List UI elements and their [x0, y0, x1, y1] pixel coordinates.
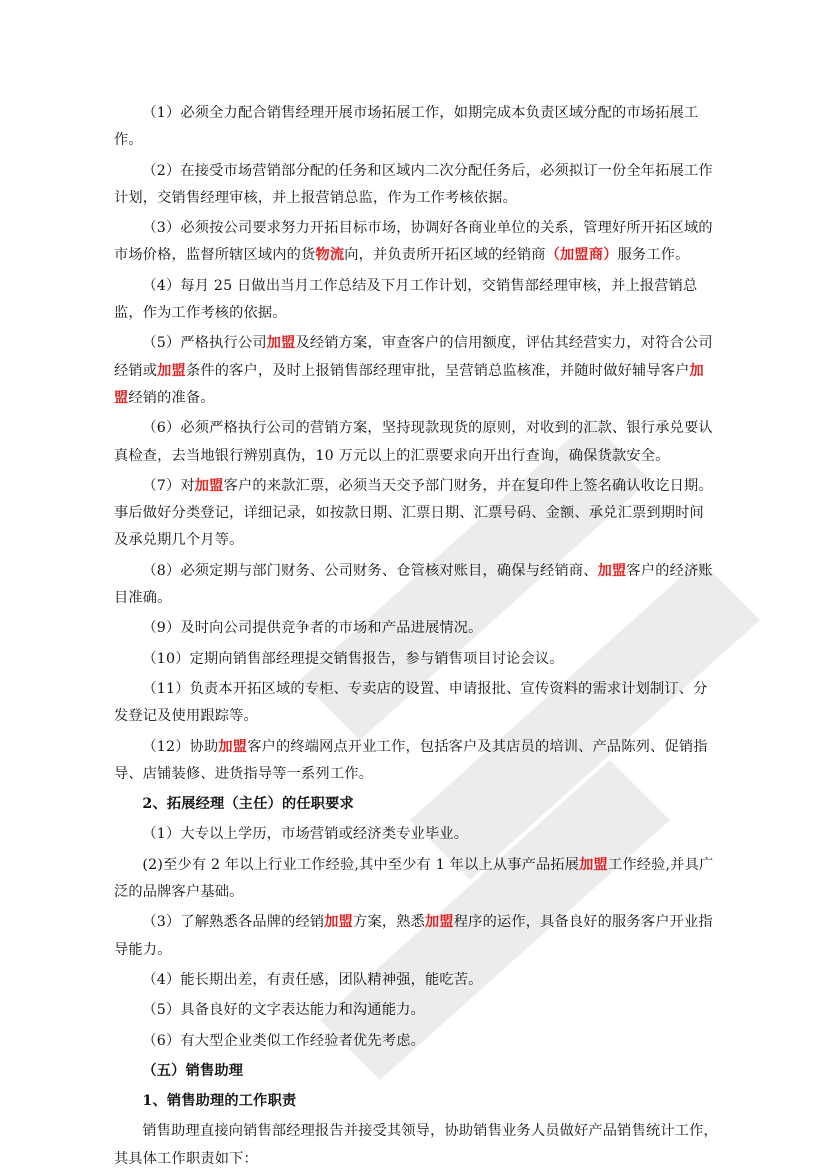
highlight-keyword: 加盟 — [218, 738, 248, 755]
paragraph-duty-8: （8）必须定期与部门财务、公司财务、仓管核对账目，确保与经销商、加盟客户的经济账目准确。 — [114, 562, 713, 607]
highlight-keyword: 加盟 — [266, 335, 296, 352]
highlight-keyword: 加盟 — [324, 914, 354, 931]
paragraph-assistant-intro: 销售助理直接向销售部经理报告并接受其领导，协助销售业务人员做好产品销售统计工作，其具体工作职责如下： — [114, 1123, 718, 1167]
highlight-keyword: 加盟 — [194, 477, 224, 494]
highlight-keyword: 加盟 — [425, 914, 454, 931]
paragraph-requirement-5: （5）具备良好的文字表达能力和沟通能力。 — [142, 1002, 425, 1019]
paragraph-duty-6: （6）必须严格执行公司的营销方案，坚持现款现货的原则，对收到的汇款、银行承兑要认真检查，去当地银行辨别真伪，10 万元以上的汇票要求向开出行查询，确保货款安全。 — [114, 420, 713, 464]
paragraph-requirement-6: （6）有大型企业类似工作经验者优先考虑。 — [142, 1032, 425, 1049]
highlight-keyword: 加盟 — [597, 562, 627, 579]
highlight-keyword: （加盟商） — [545, 247, 618, 264]
section-heading-assistant-duties: 1、销售助理的工作职责 — [142, 1093, 297, 1110]
paragraph-duty-1: （1）必须全力配合销售经理开展市场拓展工作，如期完成本负责区域分配的市场拓展工作。 — [114, 105, 699, 149]
section-heading-requirements: 2、拓展经理（主任）的任职要求 — [142, 796, 354, 813]
highlight-keyword: 加盟 — [114, 362, 704, 406]
paragraph-duty-10: （10）定期向销售部经理提交销售报告，参与销售项目讨论会议。 — [142, 650, 564, 667]
paragraph-duty-12: （12）协助加盟客户的终端网点开业工作，包括客户及其店员的培训、产品陈列、促销指导、店铺装修、进货指导等一系列工作。 — [114, 738, 708, 782]
document-body — [114, 100, 718, 1173]
highlight-keyword: 加盟 — [579, 856, 608, 873]
highlight-keyword: 物流 — [315, 247, 345, 264]
paragraph-requirement-1: （1）大专以上学历，市场营销或经济类专业毕业。 — [142, 826, 469, 843]
paragraph-duty-5: （5）严格执行公司加盟及经销方案，审查客户的信用额度，评估其经营实力，对符合公司经销或加盟条件的客户，及时上报销售部经理审批，呈营销总监核准，并随时做好辅导客户加盟经销的准备。 — [114, 335, 713, 406]
paragraph-requirement-4: （4）能长期出差，有责任感，团队精神强，能吃苦。 — [142, 971, 483, 988]
paragraph-duty-4: （4）每月 25 日做出当月工作总结及下月工作计划，交销售部经理审核，并上报营销总监，作为工作考核的依据。 — [114, 277, 698, 322]
paragraph-requirement-2: (2)至少有 2 年以上行业工作经验,其中至少有 1 年以上从事产品拓展加盟工作经验,并具广泛的品牌客户基础。 — [114, 856, 714, 901]
highlight-keyword: 加盟 — [157, 362, 186, 379]
paragraph-duty-7: （7）对加盟客户的来款汇票，必须当天交予部门财务，并在复印件上签名确认收讫日期。事后做好分类登记，详细记录，如按款日期、汇票日期、汇票号码、金额、承兑汇票到期时间及承兑期几个月等。 — [114, 477, 713, 549]
paragraph-duty-11: （11）负责本开拓区域的专柜、专卖店的设置、申请报批、宣传资料的需求计划制订、分发登记及使用跟踪等。 — [114, 680, 708, 725]
paragraph-duty-2: （2）在接受市场营销部分配的任务和区域内二次分配任务后，必须拟订一份全年拓展工作计划，交销售经理审核，并上报营销总监，作为工作考核依据。 — [114, 162, 713, 206]
paragraph-requirement-3: （3）了解熟悉各品牌的经销加盟方案，熟悉加盟程序的运作，具备良好的服务客户开业指导能力。 — [114, 914, 713, 958]
section-heading-sales-assistant: （五）销售助理 — [142, 1062, 244, 1079]
paragraph-duty-9: （9）及时向公司提供竞争者的市场和产品进展情况。 — [142, 620, 483, 637]
paragraph-duty-3: （3）必须按公司要求努力开拓目标市场，协调好各商业单位的关系，管理好所开拓区域的市场价格，监督所辖区域内的货物流向，并负责所开拓区域的经销商（加盟商）服务工作。 — [114, 220, 713, 264]
